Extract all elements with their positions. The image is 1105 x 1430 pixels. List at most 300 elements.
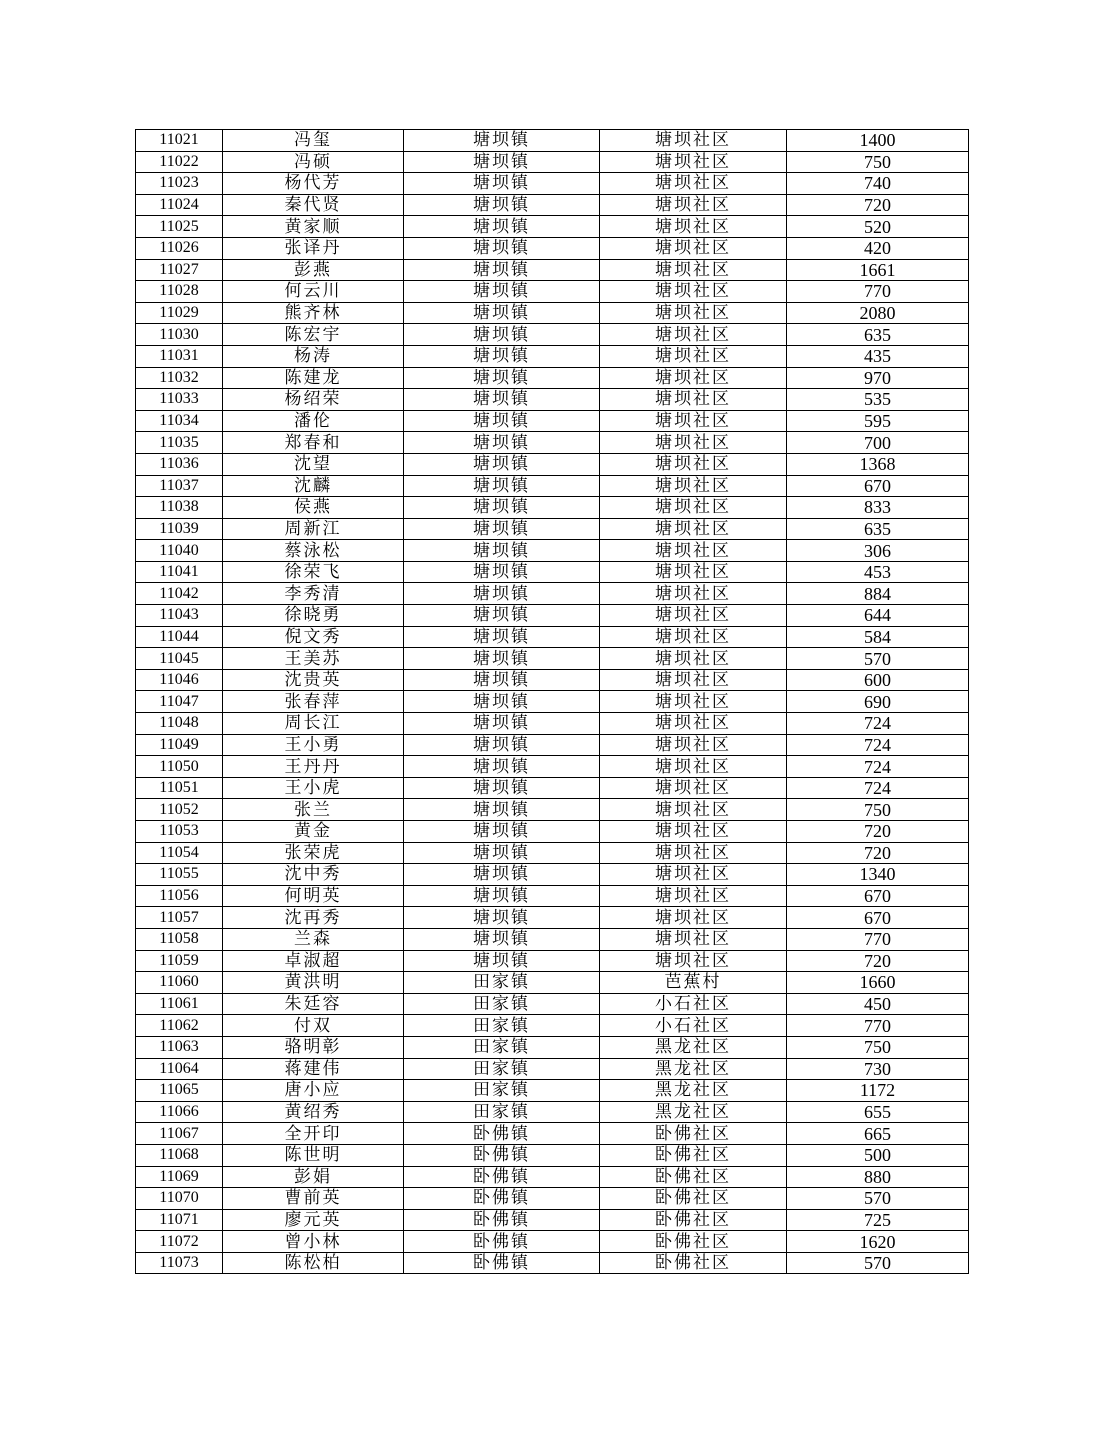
cell-community: 塘坝社区 xyxy=(600,821,787,843)
cell-town: 塘坝镇 xyxy=(404,173,600,195)
table-row xyxy=(136,842,969,864)
cell-amount: 724 xyxy=(787,756,969,778)
cell-community: 塘坝社区 xyxy=(600,626,787,648)
cell-name: 潘伦 xyxy=(223,410,404,432)
cell-name: 蔡泳松 xyxy=(223,540,404,562)
cell-amount: 1368 xyxy=(787,453,969,475)
cell-amount: 655 xyxy=(787,1101,969,1123)
table-row xyxy=(136,216,969,238)
cell-amount: 720 xyxy=(787,842,969,864)
cell-name: 周新江 xyxy=(223,518,404,540)
cell-id: 11034 xyxy=(136,410,223,432)
cell-name: 秦代贤 xyxy=(223,194,404,216)
cell-name: 陈世明 xyxy=(223,1144,404,1166)
cell-town: 塘坝镇 xyxy=(404,821,600,843)
cell-town: 卧佛镇 xyxy=(404,1209,600,1231)
cell-id: 11035 xyxy=(136,432,223,454)
cell-name: 黄家顺 xyxy=(223,216,404,238)
cell-town: 塘坝镇 xyxy=(404,885,600,907)
cell-id: 11033 xyxy=(136,389,223,411)
cell-amount: 833 xyxy=(787,497,969,519)
table-row xyxy=(136,367,969,389)
cell-community: 塘坝社区 xyxy=(600,561,787,583)
table-row xyxy=(136,885,969,907)
cell-id: 11030 xyxy=(136,324,223,346)
cell-community: 卧佛社区 xyxy=(600,1209,787,1231)
table-row xyxy=(136,1058,969,1080)
cell-id: 11041 xyxy=(136,561,223,583)
cell-town: 田家镇 xyxy=(404,1101,600,1123)
cell-amount: 720 xyxy=(787,950,969,972)
cell-town: 塘坝镇 xyxy=(404,691,600,713)
cell-id: 11071 xyxy=(136,1209,223,1231)
cell-name: 陈宏宇 xyxy=(223,324,404,346)
table-row xyxy=(136,1166,969,1188)
cell-id: 11039 xyxy=(136,518,223,540)
table-row xyxy=(136,281,969,303)
cell-amount: 635 xyxy=(787,324,969,346)
cell-community: 塘坝社区 xyxy=(600,605,787,627)
cell-id: 11021 xyxy=(136,130,223,152)
cell-id: 11043 xyxy=(136,605,223,627)
table-row xyxy=(136,864,969,886)
cell-id: 11053 xyxy=(136,821,223,843)
cell-community: 塘坝社区 xyxy=(600,777,787,799)
cell-community: 塘坝社区 xyxy=(600,907,787,929)
cell-community: 塘坝社区 xyxy=(600,756,787,778)
cell-town: 塘坝镇 xyxy=(404,605,600,627)
cell-town: 塘坝镇 xyxy=(404,799,600,821)
table-row xyxy=(136,345,969,367)
cell-name: 何云川 xyxy=(223,281,404,303)
table-row xyxy=(136,777,969,799)
cell-community: 塘坝社区 xyxy=(600,410,787,432)
cell-community: 塘坝社区 xyxy=(600,648,787,670)
cell-amount: 724 xyxy=(787,734,969,756)
table-row xyxy=(136,583,969,605)
cell-community: 塘坝社区 xyxy=(600,885,787,907)
cell-community: 卧佛社区 xyxy=(600,1188,787,1210)
cell-amount: 970 xyxy=(787,367,969,389)
cell-amount: 570 xyxy=(787,648,969,670)
cell-community: 塘坝社区 xyxy=(600,345,787,367)
cell-community: 塘坝社区 xyxy=(600,281,787,303)
cell-id: 11032 xyxy=(136,367,223,389)
cell-name: 王丹丹 xyxy=(223,756,404,778)
table-row xyxy=(136,1231,969,1253)
cell-town: 塘坝镇 xyxy=(404,324,600,346)
cell-id: 11068 xyxy=(136,1144,223,1166)
table-row xyxy=(136,194,969,216)
cell-id: 11031 xyxy=(136,345,223,367)
cell-community: 黑龙社区 xyxy=(600,1080,787,1102)
cell-name: 冯硕 xyxy=(223,151,404,173)
cell-community: 塘坝社区 xyxy=(600,432,787,454)
cell-amount: 1340 xyxy=(787,864,969,886)
cell-amount: 724 xyxy=(787,713,969,735)
cell-id: 11070 xyxy=(136,1188,223,1210)
cell-community: 塘坝社区 xyxy=(600,475,787,497)
cell-amount: 1400 xyxy=(787,130,969,152)
cell-id: 11050 xyxy=(136,756,223,778)
cell-town: 塘坝镇 xyxy=(404,453,600,475)
data-table xyxy=(135,129,969,1274)
cell-community: 塘坝社区 xyxy=(600,540,787,562)
cell-town: 塘坝镇 xyxy=(404,907,600,929)
cell-amount: 770 xyxy=(787,281,969,303)
cell-community: 塘坝社区 xyxy=(600,216,787,238)
cell-name: 全开印 xyxy=(223,1123,404,1145)
cell-community: 黑龙社区 xyxy=(600,1101,787,1123)
cell-name: 唐小应 xyxy=(223,1080,404,1102)
cell-town: 塘坝镇 xyxy=(404,345,600,367)
cell-community: 卧佛社区 xyxy=(600,1144,787,1166)
cell-name: 骆明彰 xyxy=(223,1036,404,1058)
cell-name: 黄绍秀 xyxy=(223,1101,404,1123)
cell-name: 倪文秀 xyxy=(223,626,404,648)
table-row xyxy=(136,734,969,756)
table-row xyxy=(136,1123,969,1145)
cell-community: 芭蕉村 xyxy=(600,972,787,994)
cell-amount: 570 xyxy=(787,1252,969,1274)
cell-community: 黑龙社区 xyxy=(600,1058,787,1080)
cell-town: 塘坝镇 xyxy=(404,518,600,540)
cell-amount: 450 xyxy=(787,993,969,1015)
table-row xyxy=(136,130,969,152)
table-row xyxy=(136,1252,969,1274)
cell-name: 杨绍荣 xyxy=(223,389,404,411)
cell-community: 塘坝社区 xyxy=(600,928,787,950)
cell-id: 11028 xyxy=(136,281,223,303)
cell-town: 塘坝镇 xyxy=(404,237,600,259)
cell-id: 11051 xyxy=(136,777,223,799)
cell-name: 沈望 xyxy=(223,453,404,475)
table-row xyxy=(136,432,969,454)
cell-town: 卧佛镇 xyxy=(404,1123,600,1145)
cell-name: 王小勇 xyxy=(223,734,404,756)
cell-id: 11073 xyxy=(136,1252,223,1274)
table-row xyxy=(136,626,969,648)
table-row xyxy=(136,540,969,562)
cell-community: 卧佛社区 xyxy=(600,1166,787,1188)
cell-amount: 740 xyxy=(787,173,969,195)
cell-town: 塘坝镇 xyxy=(404,928,600,950)
cell-name: 徐荣飞 xyxy=(223,561,404,583)
cell-community: 塘坝社区 xyxy=(600,130,787,152)
cell-town: 塘坝镇 xyxy=(404,950,600,972)
cell-id: 11023 xyxy=(136,173,223,195)
cell-amount: 724 xyxy=(787,777,969,799)
cell-name: 熊齐林 xyxy=(223,302,404,324)
cell-name: 沈麟 xyxy=(223,475,404,497)
cell-id: 11064 xyxy=(136,1058,223,1080)
cell-community: 卧佛社区 xyxy=(600,1123,787,1145)
table-row xyxy=(136,237,969,259)
table-row xyxy=(136,1080,969,1102)
cell-community: 塘坝社区 xyxy=(600,497,787,519)
cell-id: 11027 xyxy=(136,259,223,281)
cell-amount: 720 xyxy=(787,194,969,216)
cell-id: 11045 xyxy=(136,648,223,670)
cell-name: 郑春和 xyxy=(223,432,404,454)
cell-name: 杨涛 xyxy=(223,345,404,367)
cell-town: 塘坝镇 xyxy=(404,410,600,432)
cell-town: 塘坝镇 xyxy=(404,497,600,519)
cell-town: 田家镇 xyxy=(404,1080,600,1102)
cell-town: 塘坝镇 xyxy=(404,864,600,886)
table-row xyxy=(136,950,969,972)
cell-town: 塘坝镇 xyxy=(404,302,600,324)
cell-amount: 770 xyxy=(787,1015,969,1037)
cell-amount: 770 xyxy=(787,928,969,950)
cell-town: 塘坝镇 xyxy=(404,648,600,670)
cell-id: 11058 xyxy=(136,928,223,950)
cell-amount: 730 xyxy=(787,1058,969,1080)
table-row xyxy=(136,691,969,713)
cell-amount: 420 xyxy=(787,237,969,259)
cell-id: 11065 xyxy=(136,1080,223,1102)
cell-id: 11055 xyxy=(136,864,223,886)
cell-id: 11029 xyxy=(136,302,223,324)
cell-id: 11048 xyxy=(136,713,223,735)
cell-town: 田家镇 xyxy=(404,1036,600,1058)
cell-town: 塘坝镇 xyxy=(404,389,600,411)
cell-community: 黑龙社区 xyxy=(600,1036,787,1058)
cell-amount: 306 xyxy=(787,540,969,562)
cell-name: 侯燕 xyxy=(223,497,404,519)
table-row xyxy=(136,928,969,950)
cell-community: 塘坝社区 xyxy=(600,713,787,735)
cell-amount: 880 xyxy=(787,1166,969,1188)
cell-name: 朱廷容 xyxy=(223,993,404,1015)
cell-community: 塘坝社区 xyxy=(600,302,787,324)
cell-id: 11049 xyxy=(136,734,223,756)
cell-town: 塘坝镇 xyxy=(404,734,600,756)
cell-community: 塘坝社区 xyxy=(600,950,787,972)
cell-town: 塘坝镇 xyxy=(404,756,600,778)
cell-town: 塘坝镇 xyxy=(404,151,600,173)
cell-town: 塘坝镇 xyxy=(404,561,600,583)
cell-town: 塘坝镇 xyxy=(404,475,600,497)
table-row xyxy=(136,907,969,929)
table-row xyxy=(136,1036,969,1058)
cell-name: 陈松柏 xyxy=(223,1252,404,1274)
cell-amount: 665 xyxy=(787,1123,969,1145)
cell-amount: 600 xyxy=(787,669,969,691)
cell-town: 塘坝镇 xyxy=(404,777,600,799)
cell-id: 11037 xyxy=(136,475,223,497)
cell-id: 11069 xyxy=(136,1166,223,1188)
cell-name: 冯玺 xyxy=(223,130,404,152)
cell-name: 彭燕 xyxy=(223,259,404,281)
cell-town: 塘坝镇 xyxy=(404,713,600,735)
cell-id: 11044 xyxy=(136,626,223,648)
cell-town: 田家镇 xyxy=(404,1015,600,1037)
cell-community: 塘坝社区 xyxy=(600,691,787,713)
table-row xyxy=(136,518,969,540)
table-row xyxy=(136,1144,969,1166)
cell-community: 小石社区 xyxy=(600,993,787,1015)
table-row xyxy=(136,302,969,324)
cell-amount: 750 xyxy=(787,799,969,821)
cell-community: 塘坝社区 xyxy=(600,453,787,475)
cell-town: 卧佛镇 xyxy=(404,1144,600,1166)
cell-amount: 690 xyxy=(787,691,969,713)
cell-town: 塘坝镇 xyxy=(404,281,600,303)
cell-town: 塘坝镇 xyxy=(404,669,600,691)
table-row xyxy=(136,173,969,195)
cell-town: 塘坝镇 xyxy=(404,259,600,281)
cell-town: 田家镇 xyxy=(404,993,600,1015)
cell-amount: 500 xyxy=(787,1144,969,1166)
cell-amount: 453 xyxy=(787,561,969,583)
cell-id: 11022 xyxy=(136,151,223,173)
cell-name: 曾小林 xyxy=(223,1231,404,1253)
cell-name: 张荣虎 xyxy=(223,842,404,864)
cell-town: 塘坝镇 xyxy=(404,432,600,454)
cell-community: 塘坝社区 xyxy=(600,194,787,216)
cell-town: 田家镇 xyxy=(404,1058,600,1080)
cell-name: 陈建龙 xyxy=(223,367,404,389)
table-row xyxy=(136,821,969,843)
cell-community: 塘坝社区 xyxy=(600,799,787,821)
table-row xyxy=(136,389,969,411)
cell-id: 11057 xyxy=(136,907,223,929)
cell-community: 塘坝社区 xyxy=(600,734,787,756)
cell-name: 沈中秀 xyxy=(223,864,404,886)
table-row xyxy=(136,669,969,691)
cell-town: 塘坝镇 xyxy=(404,194,600,216)
cell-amount: 535 xyxy=(787,389,969,411)
cell-id: 11072 xyxy=(136,1231,223,1253)
cell-id: 11024 xyxy=(136,194,223,216)
cell-amount: 750 xyxy=(787,1036,969,1058)
table-row xyxy=(136,972,969,994)
cell-amount: 644 xyxy=(787,605,969,627)
table-row xyxy=(136,756,969,778)
table-row xyxy=(136,993,969,1015)
cell-id: 11026 xyxy=(136,237,223,259)
cell-amount: 520 xyxy=(787,216,969,238)
cell-id: 11025 xyxy=(136,216,223,238)
table-row xyxy=(136,648,969,670)
cell-community: 塘坝社区 xyxy=(600,237,787,259)
cell-name: 沈贵英 xyxy=(223,669,404,691)
cell-name: 卓淑超 xyxy=(223,950,404,972)
cell-community: 塘坝社区 xyxy=(600,669,787,691)
cell-amount: 670 xyxy=(787,885,969,907)
cell-amount: 595 xyxy=(787,410,969,432)
cell-id: 11056 xyxy=(136,885,223,907)
cell-amount: 2080 xyxy=(787,302,969,324)
table-row xyxy=(136,561,969,583)
cell-id: 11042 xyxy=(136,583,223,605)
cell-town: 塘坝镇 xyxy=(404,626,600,648)
cell-name: 李秀清 xyxy=(223,583,404,605)
cell-community: 塘坝社区 xyxy=(600,367,787,389)
cell-id: 11063 xyxy=(136,1036,223,1058)
cell-name: 王美苏 xyxy=(223,648,404,670)
cell-amount: 670 xyxy=(787,907,969,929)
table-row xyxy=(136,151,969,173)
cell-community: 塘坝社区 xyxy=(600,259,787,281)
table-row xyxy=(136,1209,969,1231)
cell-town: 卧佛镇 xyxy=(404,1252,600,1274)
cell-amount: 570 xyxy=(787,1188,969,1210)
cell-id: 11054 xyxy=(136,842,223,864)
cell-town: 塘坝镇 xyxy=(404,583,600,605)
table-row xyxy=(136,259,969,281)
cell-amount: 720 xyxy=(787,821,969,843)
cell-id: 11062 xyxy=(136,1015,223,1037)
cell-town: 卧佛镇 xyxy=(404,1231,600,1253)
table-row xyxy=(136,1101,969,1123)
table-row xyxy=(136,475,969,497)
cell-name: 彭娟 xyxy=(223,1166,404,1188)
cell-community: 塘坝社区 xyxy=(600,173,787,195)
table-row xyxy=(136,713,969,735)
cell-id: 11040 xyxy=(136,540,223,562)
table-row xyxy=(136,1188,969,1210)
cell-community: 卧佛社区 xyxy=(600,1252,787,1274)
table-row xyxy=(136,324,969,346)
cell-town: 塘坝镇 xyxy=(404,367,600,389)
cell-town: 塘坝镇 xyxy=(404,842,600,864)
table-row xyxy=(136,453,969,475)
cell-name: 付双 xyxy=(223,1015,404,1037)
cell-town: 卧佛镇 xyxy=(404,1166,600,1188)
cell-name: 曹前英 xyxy=(223,1188,404,1210)
cell-amount: 700 xyxy=(787,432,969,454)
cell-id: 11067 xyxy=(136,1123,223,1145)
cell-community: 塘坝社区 xyxy=(600,389,787,411)
cell-community: 塘坝社区 xyxy=(600,151,787,173)
cell-id: 11052 xyxy=(136,799,223,821)
cell-name: 张兰 xyxy=(223,799,404,821)
cell-id: 11046 xyxy=(136,669,223,691)
cell-amount: 1661 xyxy=(787,259,969,281)
cell-id: 11061 xyxy=(136,993,223,1015)
cell-town: 塘坝镇 xyxy=(404,216,600,238)
cell-id: 11038 xyxy=(136,497,223,519)
cell-name: 徐晓勇 xyxy=(223,605,404,627)
cell-amount: 725 xyxy=(787,1209,969,1231)
table-body xyxy=(136,130,969,1274)
cell-name: 何明英 xyxy=(223,885,404,907)
cell-name: 黄洪明 xyxy=(223,972,404,994)
cell-name: 张译丹 xyxy=(223,237,404,259)
cell-community: 小石社区 xyxy=(600,1015,787,1037)
cell-name: 蒋建伟 xyxy=(223,1058,404,1080)
table-row xyxy=(136,1015,969,1037)
table-row xyxy=(136,605,969,627)
cell-name: 王小虎 xyxy=(223,777,404,799)
cell-id: 11036 xyxy=(136,453,223,475)
cell-amount: 750 xyxy=(787,151,969,173)
cell-community: 塘坝社区 xyxy=(600,864,787,886)
cell-name: 周长江 xyxy=(223,713,404,735)
cell-name: 黄金 xyxy=(223,821,404,843)
cell-amount: 1660 xyxy=(787,972,969,994)
cell-amount: 1620 xyxy=(787,1231,969,1253)
cell-name: 兰森 xyxy=(223,928,404,950)
cell-amount: 1172 xyxy=(787,1080,969,1102)
cell-town: 塘坝镇 xyxy=(404,540,600,562)
cell-name: 廖元英 xyxy=(223,1209,404,1231)
cell-amount: 635 xyxy=(787,518,969,540)
table-row xyxy=(136,497,969,519)
cell-id: 11047 xyxy=(136,691,223,713)
